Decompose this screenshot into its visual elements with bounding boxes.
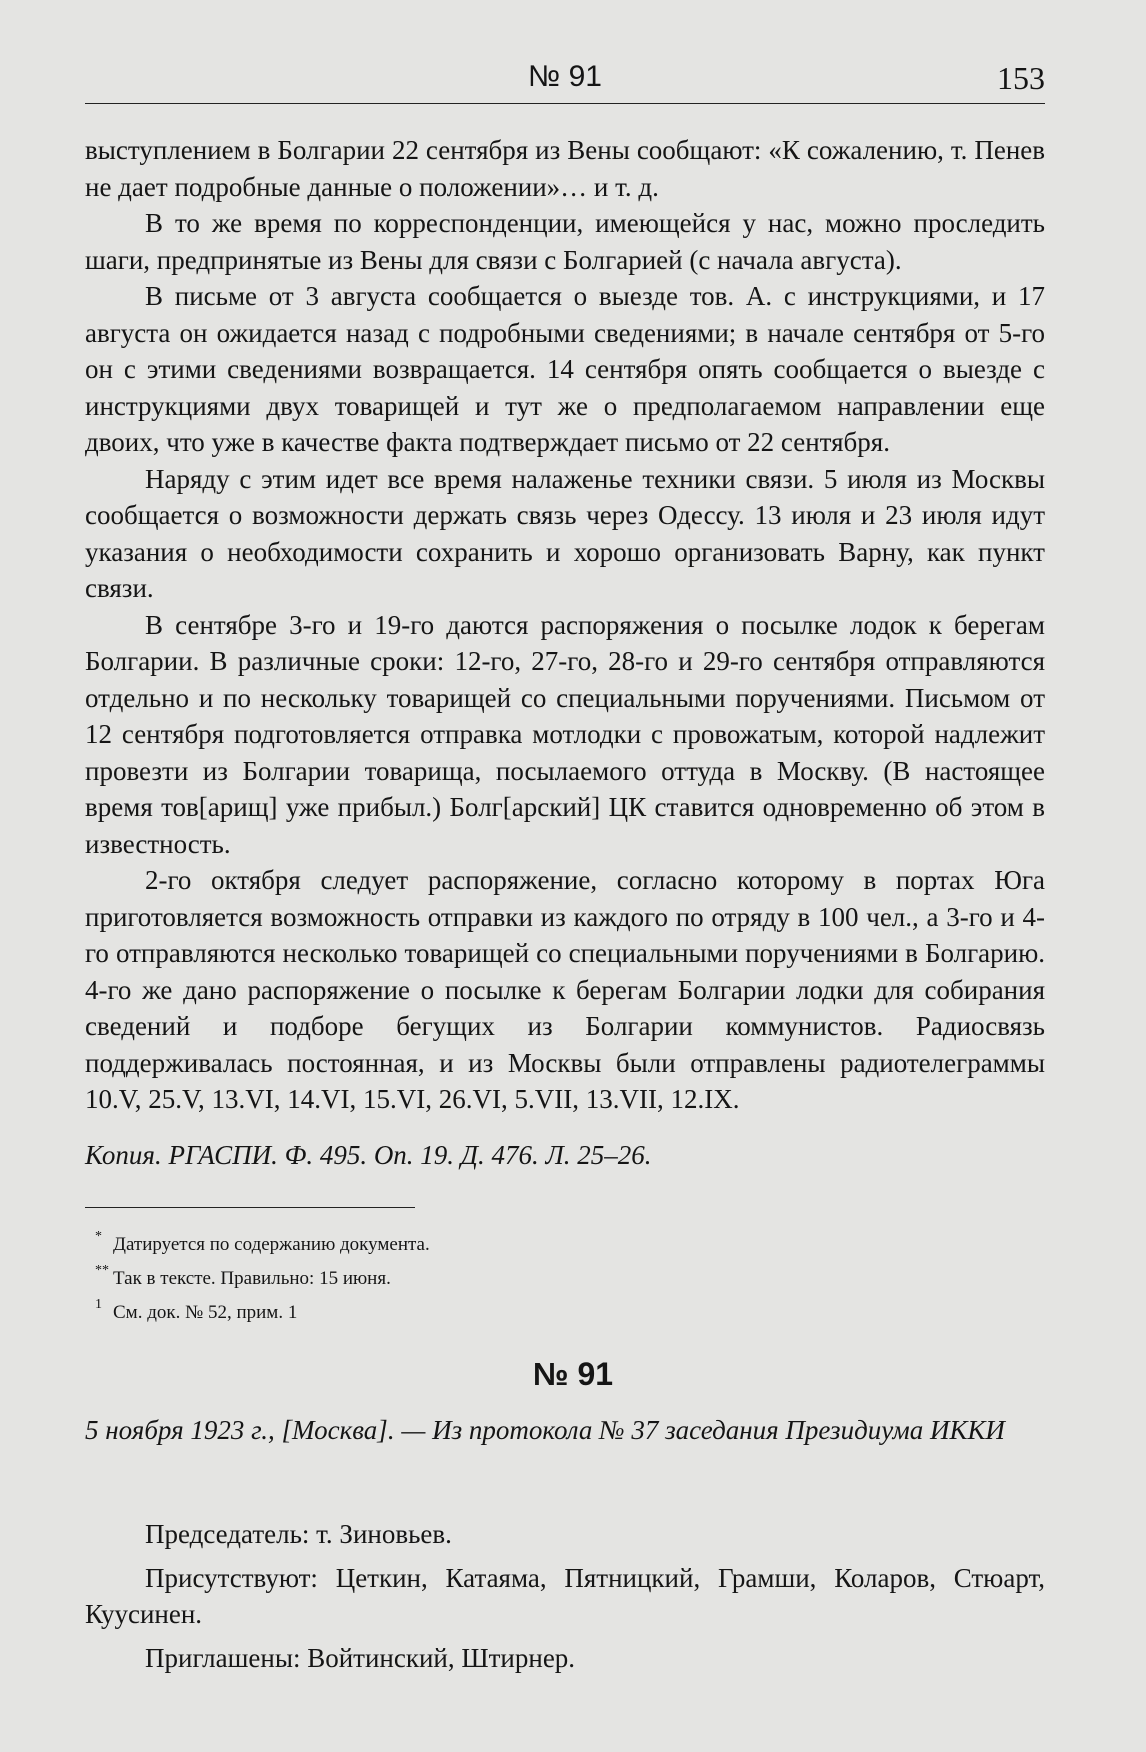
document-number-heading: № 91 xyxy=(532,1356,614,1392)
header-rule xyxy=(85,103,1045,104)
archive-source: Копия. РГАСПИ. Ф. 495. Оп. 19. Д. 476. Л. 25–26. xyxy=(85,1140,652,1170)
document-title: 5 ноября 1923 г., [Москва]. — Из протокола № 37 заседания Президиума ИККИ xyxy=(85,1415,1005,1445)
footnote-mark: * xyxy=(95,1229,102,1244)
footnotes xyxy=(85,1228,1045,1330)
attendance-list xyxy=(85,1516,1045,1684)
body-text xyxy=(85,132,1045,1118)
footnote-mark: 1 xyxy=(95,1297,102,1312)
present-line: Присутствуют: Цеткин, Катаяма, Пятницкий, Грамши, Коларов, Стюарт, Куусинен. xyxy=(85,1563,1045,1629)
paragraph-6: 2-го октября следует распоряжение, согласно которому в портах Юга приготовляется возможность отправки из каждого по отряду в 100 чел., а 3-го и 4-го отправляются несколько товарищей со специальными поручениями в Болгарию. 4-го же дано распоряжение о посылке к берегам Болгарии лодки для собирания сведений и подборе бегущих из Болгарии коммунистов. Радиосвязь поддерживалась постоянная, и из Москвы были отправлены радиотелеграммы 10.V, 25.V, 13.VI, 14.VI, 15.VI, 26.VI, 5.VII, 13.VII, 12.IX. xyxy=(85,865,1045,1114)
running-header xyxy=(85,60,1045,100)
page-number: 153 xyxy=(997,60,1045,96)
footnote-text: См. док. № 52, прим. 1 xyxy=(113,1302,298,1323)
footnote-rule xyxy=(85,1207,415,1208)
paragraph-2: В то же время по корреспонденции, имеющейся у нас, можно проследить шаги, предпринятые из Вены для связи с Болгарией (с начала августа). xyxy=(85,208,1045,275)
paragraph-4: Наряду с этим идет все время налаженье техники связи. 5 июля из Москвы сообщается о возможности держать связь через Одессу. 13 июля и 23 июля идут указания о необходимости сохранить и хорошо организовать Варну, как пункт связи. xyxy=(85,463,1045,603)
chairman-line: Председатель: т. Зиновьев. xyxy=(145,1519,452,1549)
footnote-text: Датируется по содержанию документа. xyxy=(113,1234,430,1255)
header-doc-number: № 91 xyxy=(528,60,602,93)
footnote-text: Так в тексте. Правильно: 15 июня. xyxy=(113,1268,391,1289)
paragraph-1: выступлением в Болгарии 22 сентября из Вены сообщают: «К сожалению, т. Пенев не дает подробные данные о положении»… и т. д. xyxy=(85,135,1045,202)
footnote-mark: ** xyxy=(95,1263,109,1278)
paragraph-3: В письме от 3 августа сообщается о выезде тов. А. с инструкциями, и 17 августа он ожидается назад с подробными сведениями; в начале сентября от 5-го он с этими сведениями возвращается. 14 сентября опять сообщается о выезде с инструкциями двух товарищей и тут же о предполагаемом направлении еще двоих, что уже в качестве факта подтверждает письмо от 22 сентября. xyxy=(85,281,1045,457)
invited-line: Приглашены: Войтинский, Штирнер. xyxy=(145,1643,576,1673)
footnote xyxy=(85,1296,1045,1330)
paragraph-5: В сентябре 3-го и 19-го даются распоряжения о посылке лодок к берегам Болгарии. В различные сроки: 12-го, 27-го, 28-го и 29-го сентября отправляются отдельно и по нескольку товарищей со специальными поручениями. Письмом от 12 сентября подготовляется отправка мотлодки с провожатым, которой надлежит провезти из Болгарии товарища, посылаемого оттуда в Москву. (В настоящее время тов[арищ] уже прибыл.) Болг[арский] ЦК ставится одновременно об этом в известность. xyxy=(85,609,1045,859)
footnote xyxy=(85,1228,1045,1262)
footnote xyxy=(85,1262,1045,1296)
